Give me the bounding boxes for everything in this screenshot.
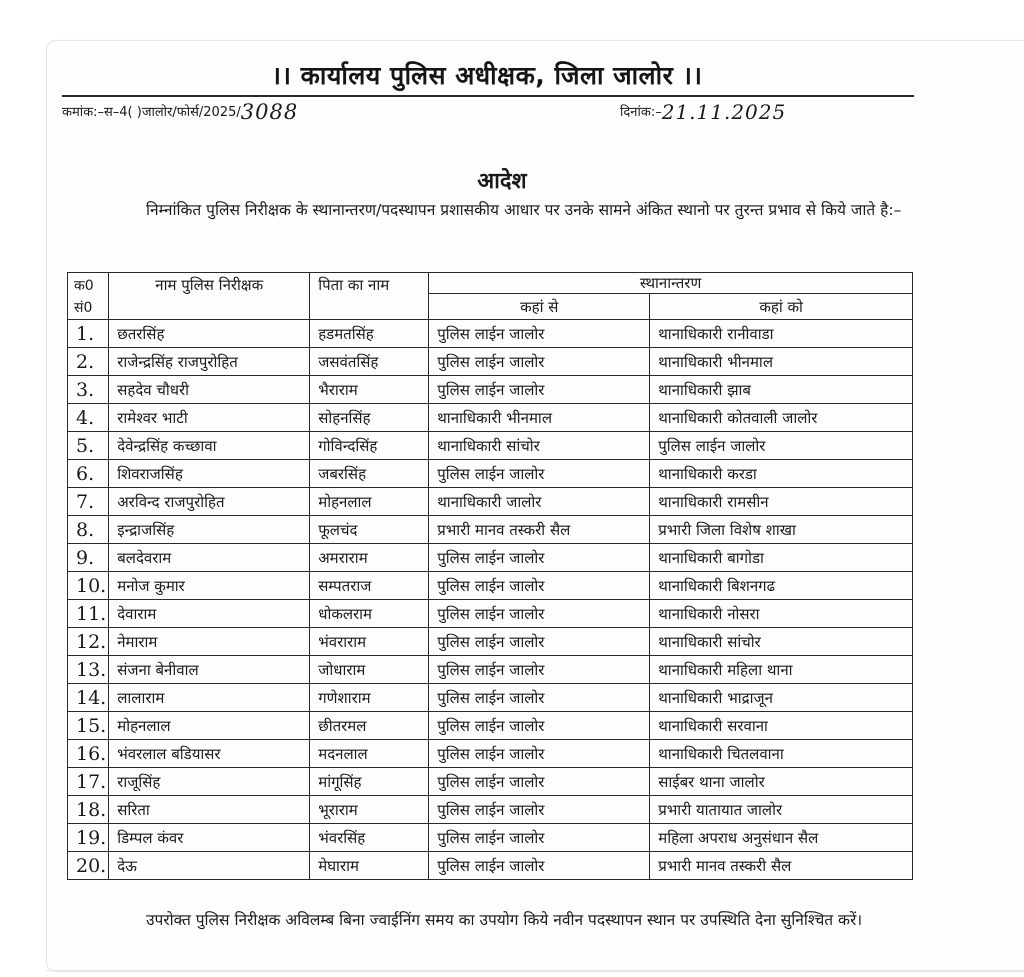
date-label: दिनांक:– <box>620 105 662 120</box>
transfer-from-cell: पुलिस लाईन जालोर <box>429 628 650 656</box>
inspector-name-cell: संजना बेनीवाल <box>109 656 310 684</box>
table-row <box>68 544 913 572</box>
inspector-name-cell: छतरसिंह <box>109 320 310 348</box>
father-name-cell: हडमतसिंह <box>310 320 429 348</box>
table-row <box>68 796 913 824</box>
table-row <box>68 404 913 432</box>
serial-number-cell: 15. <box>68 712 109 740</box>
inspector-name-cell: सरिता <box>109 796 310 824</box>
transfer-to-cell: थानाधिकारी रामसीन <box>650 488 913 516</box>
order-intro-paragraph <box>66 196 916 225</box>
inspector-name-cell: राजूसिंह <box>109 768 310 796</box>
transfer-from-cell: पुलिस लाईन जालोर <box>429 796 650 824</box>
header-serial-line2: सं0 <box>74 300 93 316</box>
header-serial-number <box>68 273 109 320</box>
father-name-cell: मदनलाल <box>310 740 429 768</box>
serial-number-cell: 14. <box>68 684 109 712</box>
transfer-to-cell: थानाधिकारी भीनमाल <box>650 348 913 376</box>
table-row <box>68 432 913 460</box>
father-name-cell: अमराराम <box>310 544 429 572</box>
closing-text: उपरोक्त पुलिस निरीक्षक अविलम्ब बिना ज्वाईनिंग समय का उपयोग किये नवीन पदस्थापन स्थान पर उपस्थिति देना सुनिश्चित करें। <box>146 911 863 929</box>
table-row <box>68 740 913 768</box>
serial-number-cell: 10. <box>68 572 109 600</box>
header-from: कहां से <box>429 294 650 320</box>
transfer-to-cell: थानाधिकारी सांचोर <box>650 628 913 656</box>
serial-number-cell: 9. <box>68 544 109 572</box>
transfer-from-cell: पुलिस लाईन जालोर <box>429 572 650 600</box>
table-row <box>68 852 913 880</box>
inspector-name-cell: नेमाराम <box>109 628 310 656</box>
father-name-cell: भंवराराम <box>310 628 429 656</box>
transfer-from-cell: पुलिस लाईन जालोर <box>429 768 650 796</box>
inspector-name-cell: देवेन्द्रसिंह कच्छावा <box>109 432 310 460</box>
table-row <box>68 824 913 852</box>
inspector-name-cell: डिम्पल कंवर <box>109 824 310 852</box>
father-name-cell: धोकलराम <box>310 600 429 628</box>
transfer-from-cell: पुलिस लाईन जालोर <box>429 712 650 740</box>
table-row <box>68 684 913 712</box>
office-title-text: ।। कार्यालय पुलिस अधीक्षक, जिला जालोर ।। <box>271 61 703 90</box>
transfer-to-cell: थानाधिकारी नोसरा <box>650 600 913 628</box>
table-row <box>68 516 913 544</box>
inspector-name-cell: मोहनलाल <box>109 712 310 740</box>
transfer-to-cell: साईबर थाना जालोर <box>650 768 913 796</box>
header-rule <box>62 95 914 97</box>
transfer-to-cell: पुलिस लाईन जालोर <box>650 432 913 460</box>
transfer-to-cell: थानाधिकारी रानीवाडा <box>650 320 913 348</box>
serial-number-cell: 13. <box>68 656 109 684</box>
father-name-cell: मोहनलाल <box>310 488 429 516</box>
inspector-name-cell: सहदेव चौधरी <box>109 376 310 404</box>
serial-number-cell: 2. <box>68 348 109 376</box>
transfer-to-cell: थानाधिकारी बागोडा <box>650 544 913 572</box>
inspector-name-cell: मनोज कुमार <box>109 572 310 600</box>
transfer-from-cell: पुलिस लाईन जालोर <box>429 460 650 488</box>
header-inspector-name: नाम पुलिस निरीक्षक <box>109 273 310 320</box>
serial-number-cell: 7. <box>68 488 109 516</box>
serial-number-cell: 8. <box>68 516 109 544</box>
transfer-to-cell: थानाधिकारी भाद्राजून <box>650 684 913 712</box>
father-name-cell: सोहनसिंह <box>310 404 429 432</box>
father-name-cell: जसवंतसिंह <box>310 348 429 376</box>
serial-number-cell: 19. <box>68 824 109 852</box>
transfer-to-cell: थानाधिकारी कोतवाली जालोर <box>650 404 913 432</box>
transfer-to-cell: थानाधिकारी चितलवाना <box>650 740 913 768</box>
transfer-to-cell: थानाधिकारी बिशनगढ <box>650 572 913 600</box>
inspector-name-cell: बलदेवराम <box>109 544 310 572</box>
page-divider <box>46 970 1024 971</box>
father-name-cell: भूराराम <box>310 796 429 824</box>
table-row <box>68 488 913 516</box>
office-title <box>0 58 1024 92</box>
closing-paragraph <box>66 907 916 934</box>
father-name-cell: छीतरमल <box>310 712 429 740</box>
header-transfer: स्थानान्तरण <box>429 273 913 294</box>
header-to: कहां को <box>650 294 913 320</box>
inspector-name-cell: देऊ <box>109 852 310 880</box>
transfer-from-cell: पुलिस लाईन जालोर <box>429 656 650 684</box>
transfer-from-cell: थानाधिकारी सांचोर <box>429 432 650 460</box>
transfer-to-cell: थानाधिकारी करडा <box>650 460 913 488</box>
inspector-name-cell: रामेश्वर भाटी <box>109 404 310 432</box>
serial-number-cell: 11. <box>68 600 109 628</box>
father-name-cell: जोधाराम <box>310 656 429 684</box>
table-row <box>68 460 913 488</box>
table-row <box>68 572 913 600</box>
father-name-cell: फूलचंद <box>310 516 429 544</box>
serial-number-cell: 12. <box>68 628 109 656</box>
table-row <box>68 656 913 684</box>
reference-handwritten-number: 3088 <box>240 100 299 124</box>
transfer-from-cell: पुलिस लाईन जालोर <box>429 684 650 712</box>
inspector-name-cell: राजेन्द्रसिंह राजपुरोहित <box>109 348 310 376</box>
transfer-to-cell: थानाधिकारी सरवाना <box>650 712 913 740</box>
transfer-from-cell: प्रभारी मानव तस्करी सैल <box>429 516 650 544</box>
father-name-cell: गोविन्दसिंह <box>310 432 429 460</box>
transfer-table <box>67 272 913 880</box>
father-name-cell: सम्पतराज <box>310 572 429 600</box>
intro-text: निम्नांकित पुलिस निरीक्षक के स्थानान्तरण/पदस्थापन प्रशासकीय आधार पर उनके सामने अंकित स्थानो पर तुरन्त प्रभाव से किये जाते है:– <box>146 201 902 219</box>
inspector-name-cell: भंवरलाल बडियासर <box>109 740 310 768</box>
header-serial-line1: क0 <box>74 278 94 294</box>
inspector-name-cell: शिवराजसिंह <box>109 460 310 488</box>
serial-number-cell: 1. <box>68 320 109 348</box>
transfer-from-cell: पुलिस लाईन जालोर <box>429 824 650 852</box>
serial-number-cell: 18. <box>68 796 109 824</box>
inspector-name-cell: लालाराम <box>109 684 310 712</box>
father-name-cell: मांगूसिंह <box>310 768 429 796</box>
transfer-from-cell: पुलिस लाईन जालोर <box>429 348 650 376</box>
father-name-cell: गणेशाराम <box>310 684 429 712</box>
table-row <box>68 628 913 656</box>
table-row <box>68 600 913 628</box>
transfer-from-cell: पुलिस लाईन जालोर <box>429 320 650 348</box>
transfer-from-cell: पुलिस लाईन जालोर <box>429 852 650 880</box>
father-name-cell: भैराराम <box>310 376 429 404</box>
transfer-from-cell: पुलिस लाईन जालोर <box>429 376 650 404</box>
table-row <box>68 320 913 348</box>
transfer-to-cell: थानाधिकारी महिला थाना <box>650 656 913 684</box>
transfer-from-cell: थानाधिकारी जालोर <box>429 488 650 516</box>
serial-number-cell: 17. <box>68 768 109 796</box>
father-name-cell: भंवरसिंह <box>310 824 429 852</box>
transfer-to-cell: प्रभारी यातायात जालोर <box>650 796 913 824</box>
transfer-to-cell: महिला अपराध अनुसंधान सैल <box>650 824 913 852</box>
serial-number-cell: 6. <box>68 460 109 488</box>
table-row <box>68 768 913 796</box>
serial-number-cell: 5. <box>68 432 109 460</box>
reference-number <box>62 100 298 124</box>
serial-number-cell: 20. <box>68 852 109 880</box>
date-handwritten-value: 21.11.2025 <box>661 100 787 124</box>
father-name-cell: मेघाराम <box>310 852 429 880</box>
inspector-name-cell: अरविन्द राजपुरोहित <box>109 488 310 516</box>
transfer-from-cell: थानाधिकारी भीनमाल <box>429 404 650 432</box>
header-father-name: पिता का नाम <box>310 273 429 320</box>
table-row <box>68 376 913 404</box>
serial-number-cell: 16. <box>68 740 109 768</box>
transfer-from-cell: पुलिस लाईन जालोर <box>429 740 650 768</box>
father-name-cell: जबरसिंह <box>310 460 429 488</box>
transfer-from-cell: पुलिस लाईन जालोर <box>429 600 650 628</box>
table-row <box>68 348 913 376</box>
transfer-to-cell: प्रभारी जिला विशेष शाखा <box>650 516 913 544</box>
transfer-from-cell: पुलिस लाईन जालोर <box>429 544 650 572</box>
table-row <box>68 712 913 740</box>
transfer-to-cell: प्रभारी मानव तस्करी सैल <box>650 852 913 880</box>
transfer-to-cell: थानाधिकारी झाब <box>650 376 913 404</box>
inspector-name-cell: इन्द्राजसिंह <box>109 516 310 544</box>
inspector-name-cell: देवाराम <box>109 600 310 628</box>
order-heading: आदेश <box>477 169 527 194</box>
transfer-table-body <box>68 320 913 880</box>
serial-number-cell: 3. <box>68 376 109 404</box>
reference-prefix: कमांक:–स–4( )जालोर/फोर्स/2025/ <box>62 105 241 120</box>
order-date <box>620 100 786 124</box>
serial-number-cell: 4. <box>68 404 109 432</box>
